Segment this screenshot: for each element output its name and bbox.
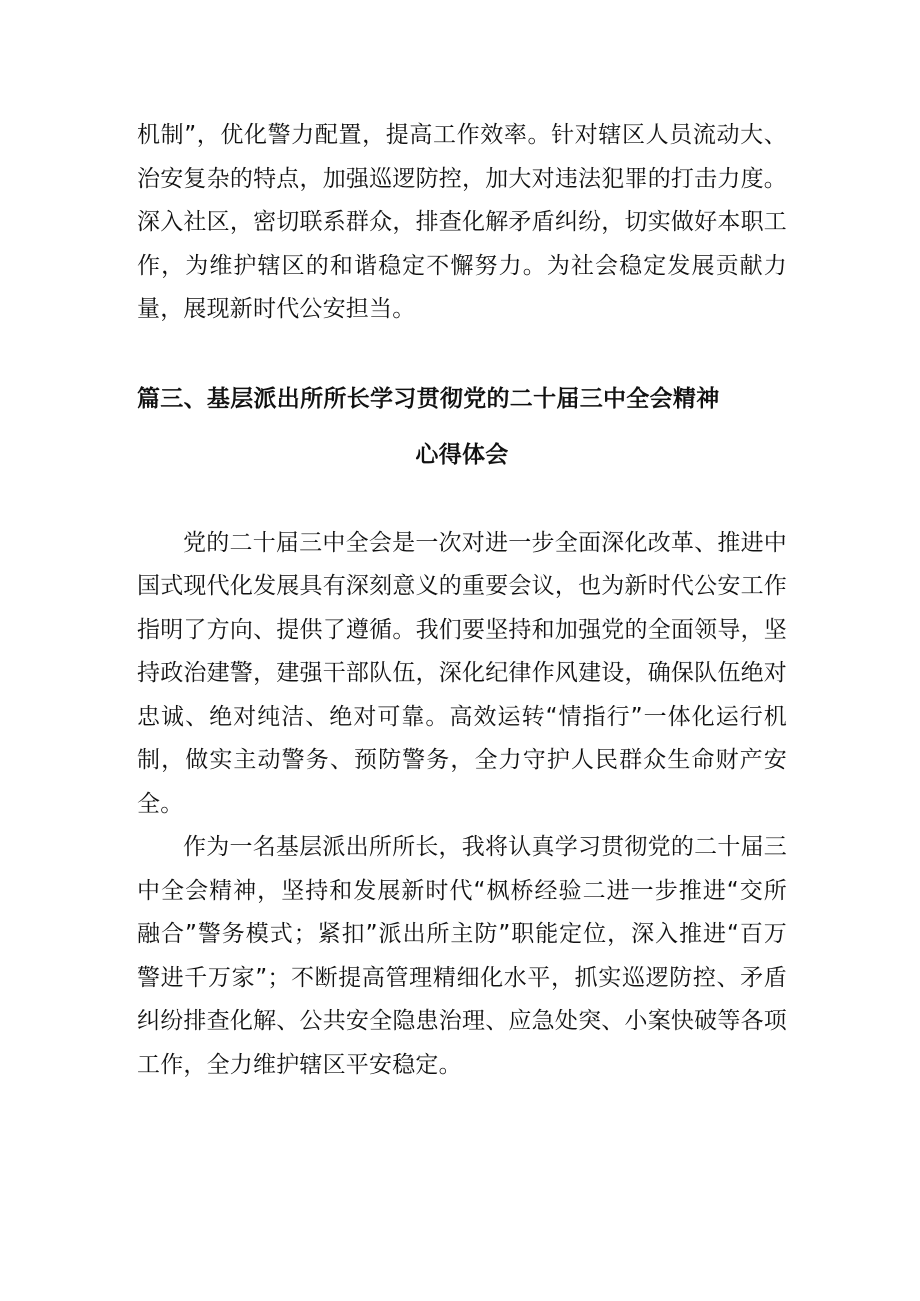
body-paragraph-1: 党的二十届三中全会是一次对进一步全面深化改革、推进中国式现代化发展具有深刻意义的重要会议，也为新时代公安工作指明了方向、提供了遵循。我们要坚持和加强党的全面领导，坚持政治建警，建强干部队伍，深化纪律作风建设，确保队伍绝对忠诚、绝对纯洁、绝对可靠。高效运转“情指行”一体化运行机制，做实主动警务、预防警务，全力守护人民群众生命财产安全。: [137, 529, 787, 817]
section-title: 篇三、基层派出所所长学习贯彻党的二十届三中全会精神: [137, 385, 720, 412]
body-paragraph-2: 作为一名基层派出所所长，我将认真学习贯彻党的二十届三中全会精神，坚持和发展新时代“枫桥经验二进一步推进“交所融合”警务模式；紧扣”派出所主防”职能定位，深入推进“百万警进千万家”；不断提高管理精细化水平，抓实巡逻防控、矛盾纠纷排查化解、公共安全隐患治理、应急处突、小案快破等各项工作，全力维护辖区平安稳定。: [137, 834, 787, 1078]
document-body: [137, 114, 787, 1087]
continuation-paragraph: 机制”，优化警力配置，提高工作效率。针对辖区人员流动大、治安复杂的特点，加强巡逻防控，加大对违法犯罪的打击力度。深入社区，密切联系群众，排查化解矛盾纠纷，切实做好本职工作，为维护辖区的和谐稳定不懈努力。为社会稳定发展贡献力量，展现新时代公安担当。: [137, 122, 787, 322]
section-subtitle: 心得体会: [415, 442, 509, 468]
